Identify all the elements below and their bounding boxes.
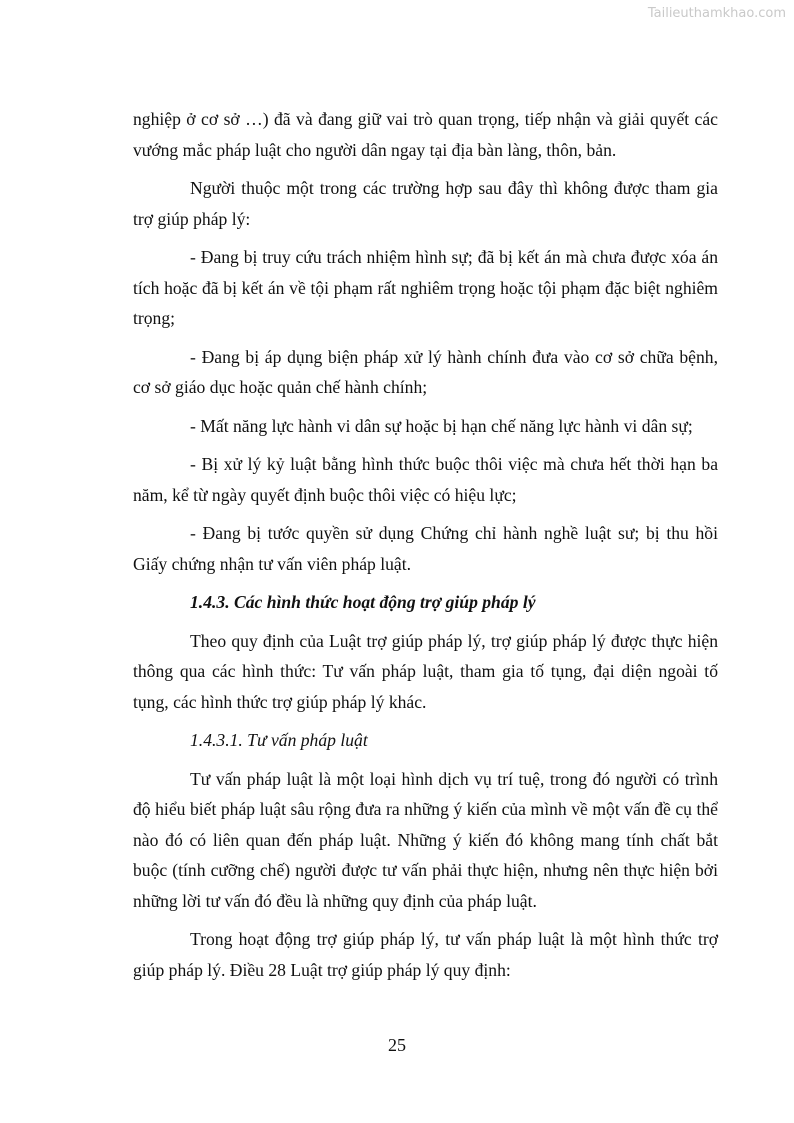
list-item-certificate: - Đang bị tước quyền sử dụng Chứng chỉ hành nghề luật sư; bị thu hồi Giấy chứng nhận tư vấn viên pháp luật. <box>133 523 718 574</box>
list-item-criminal: - Đang bị truy cứu trách nhiệm hình sự; đã bị kết án mà chưa được xóa án tích hoặc đã bị kết án về tội phạm rất nghiêm trọng hoặc tội phạm đặc biệt nghiêm trọng; <box>133 247 718 328</box>
paragraph-legal-advice-definition: Tư vấn pháp luật là một loại hình dịch vụ trí tuệ, trong đó người có trình độ hiểu biết pháp luật sâu rộng đưa ra những ý kiến của mình về một vấn đề cụ thể nào đó có liên quan đến pháp luật. Những ý kiến đó không mang tính chất bắt buộc (tính cưỡng chế) người được tư vấn phải thực hiện, nhưng nên thực hiện bởi những lời tư vấn đó đều là những quy định của pháp luật. <box>133 768 718 911</box>
page-number: 25 <box>388 1035 406 1055</box>
list-item-administrative: - Đang bị áp dụng biện pháp xử lý hành chính đưa vào cơ sở chữa bệnh, cơ sở giáo dục hoặc quản chế hành chính; <box>133 346 718 397</box>
list-item-civil-capacity: - Mất năng lực hành vi dân sự hoặc bị hạn chế năng lực hành vi dân sự; <box>190 415 693 436</box>
paragraph-forms: Theo quy định của Luật trợ giúp pháp lý, trợ giúp pháp lý được thực hiện thông qua các hình thức: Tư vấn pháp luật, tham gia tố tụng, đại diện ngoài tố tụng, các hình thức trợ giúp pháp lý khác. <box>133 630 718 712</box>
subsection-heading: 1.4.3.1. Tư vấn pháp luật <box>190 730 368 750</box>
paragraph-article-28: Trong hoạt động trợ giúp pháp lý, tư vấn pháp luật là một hình thức trợ giúp pháp lý. Điều 28 Luật trợ giúp pháp lý quy định: <box>133 929 718 980</box>
paragraph-ineligible-intro: Người thuộc một trong các trường hợp sau đây thì không được tham gia trợ giúp pháp lý: <box>133 178 718 229</box>
paragraph-continuation: nghiệp ở cơ sở …) đã và đang giữ vai trò quan trọng, tiếp nhận và giải quyết các vướng mắc pháp luật cho người dân ngay tại địa bàn làng, thôn, bản. <box>133 109 718 160</box>
page-body <box>133 104 718 993</box>
watermark: Tailieuthamkhao.com <box>647 6 786 21</box>
list-item-discipline: - Bị xử lý kỷ luật bằng hình thức buộc thôi việc mà chưa hết thời hạn ba năm, kể từ ngày quyết định buộc thôi việc có hiệu lực; <box>133 454 718 505</box>
section-heading: 1.4.3. Các hình thức hoạt động trợ giúp pháp lý <box>190 592 536 612</box>
